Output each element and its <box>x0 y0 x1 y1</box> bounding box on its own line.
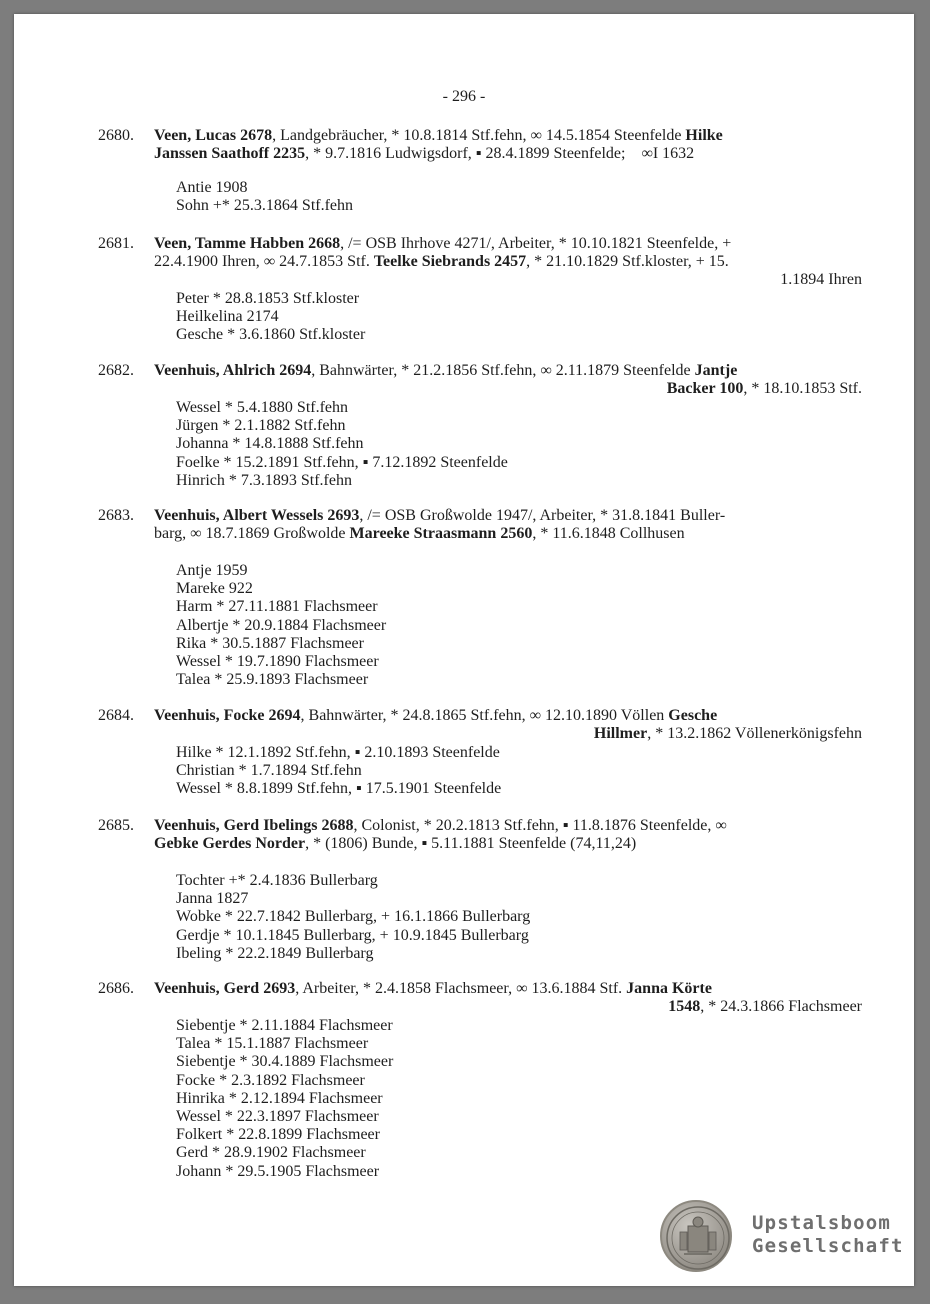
child-item: Tochter +* 2.4.1836 Bullerbarg <box>176 872 378 889</box>
entry-text <box>154 127 862 163</box>
child-item: Gerd * 28.9.1902 Flachsmeer <box>176 1144 366 1162</box>
entry-text <box>154 817 862 853</box>
entry-line: Veenhuis, Gerd Ibelings 2688, Colonist, * 20.2.1813 Stf.fehn, ▪ 11.8.1876 Steenfelde, ∞ <box>154 817 727 834</box>
child-item: Talea * 25.9.1893 Flachsmeer <box>176 671 369 689</box>
entry-text <box>154 507 862 543</box>
child-item: Janna 1827 <box>176 890 249 908</box>
entry-line: Hillmer, * 13.2.1862 Völlenerkönigsfehn <box>593 725 862 743</box>
child-item: Gesche * 3.6.1860 Stf.kloster <box>176 326 366 344</box>
logo-line-1: Upstalsboom <box>752 1212 892 1234</box>
entry-line: barg, ∞ 18.7.1869 Großwolde Mareeke Straasmann 2560, * 11.6.1848 Collhusen <box>154 525 685 543</box>
child-item: Sohn +* 25.3.1864 Stf.fehn <box>176 197 354 215</box>
entry-line: Gebke Gerdes Norder, * (1806) Bunde, ▪ 5.11.1881 Steenfelde (74,11,24) <box>154 835 637 853</box>
child-item: Hilke * 12.1.1892 Stf.fehn, ▪ 2.10.1893 Steenfelde <box>176 744 500 761</box>
children-list <box>176 1017 776 1181</box>
child-item: Jürgen * 2.1.1882 Stf.fehn <box>176 417 346 435</box>
entry-line: Veenhuis, Focke 2694, Bahnwärter, * 24.8.1865 Stf.fehn, ∞ 12.10.1890 Völlen Gesche <box>154 707 718 724</box>
entry-number: 2686. <box>98 980 134 997</box>
child-item: Wessel * 5.4.1880 Stf.fehn <box>176 399 349 416</box>
entry-line: 1548, * 24.3.1866 Flachsmeer <box>668 998 862 1016</box>
entry-number: 2682. <box>98 362 134 379</box>
seal-emblem-icon <box>660 1200 732 1272</box>
entry-line: Veenhuis, Gerd 2693, Arbeiter, * 2.4.1858 Flachsmeer, ∞ 13.6.1884 Stf. Janna Körte <box>154 980 712 997</box>
logo-line-2: Gesellschaft <box>752 1235 904 1257</box>
child-item: Antie 1908 <box>176 179 248 196</box>
entry-line: Janssen Saathoff 2235, * 9.7.1816 Ludwigsdorf, ▪ 28.4.1899 Steenfelde; ∞I 1632 <box>154 145 695 163</box>
children-list <box>176 399 776 490</box>
children-list <box>176 290 776 345</box>
entry-text <box>154 235 862 290</box>
entry-line: 22.4.1900 Ihren, ∞ 24.7.1853 Stf. Teelke Siebrands 2457, * 21.10.1829 Stf.kloster, + 15. <box>154 253 729 271</box>
entry-line: 1.1894 Ihren <box>780 271 862 289</box>
child-item: Christian * 1.7.1894 Stf.fehn <box>176 762 362 780</box>
entry-line: Veenhuis, Albert Wessels 2693, /= OSB Großwolde 1947/, Arbeiter, * 31.8.1841 Buller- <box>154 507 726 524</box>
entry-line: Veen, Tamme Habben 2668, /= OSB Ihrhove 4271/, Arbeiter, * 10.10.1821 Steenfelde, + <box>154 235 732 252</box>
child-item: Siebentje * 2.11.1884 Flachsmeer <box>176 1017 393 1034</box>
children-list <box>176 562 776 689</box>
entry-number: 2684. <box>98 707 134 724</box>
child-item: Wobke * 22.7.1842 Bullerbarg, + 16.1.1866 Bullerbarg <box>176 908 531 926</box>
child-item: Johann * 29.5.1905 Flachsmeer <box>176 1162 380 1180</box>
child-item: Wessel * 22.3.1897 Flachsmeer <box>176 1108 379 1126</box>
children-list <box>176 179 776 215</box>
child-item: Heilkelina 2174 <box>176 308 279 326</box>
entry-number: 2683. <box>98 507 134 524</box>
child-item: Talea * 15.1.1887 Flachsmeer <box>176 1035 369 1053</box>
entry-line: Backer 100, * 18.10.1853 Stf. <box>666 380 862 398</box>
entry-text <box>154 980 862 1016</box>
child-item: Hinrich * 7.3.1893 Stf.fehn <box>176 471 352 489</box>
children-list <box>176 744 776 799</box>
child-item: Johanna * 14.8.1888 Stf.fehn <box>176 435 364 453</box>
logo-text <box>752 1212 904 1258</box>
child-item: Ibeling * 22.2.1849 Bullerbarg <box>176 944 374 962</box>
entry-line: Veenhuis, Ahlrich 2694, Bahnwärter, * 21.2.1856 Stf.fehn, ∞ 2.11.1879 Steenfelde Jantje <box>154 362 738 379</box>
entry-number: 2680. <box>98 127 134 144</box>
child-item: Harm * 27.11.1881 Flachsmeer <box>176 598 378 616</box>
entry-number: 2685. <box>98 817 134 834</box>
entry-number: 2681. <box>98 235 134 252</box>
entry-text <box>154 707 862 743</box>
society-logo <box>660 1200 910 1280</box>
child-item: Peter * 28.8.1853 Stf.kloster <box>176 290 360 307</box>
child-item: Hinrika * 2.12.1894 Flachsmeer <box>176 1089 383 1107</box>
child-item: Siebentje * 30.4.1889 Flachsmeer <box>176 1053 394 1071</box>
page-number: - 296 - <box>442 88 486 105</box>
child-item: Focke * 2.3.1892 Flachsmeer <box>176 1071 365 1089</box>
child-item: Wessel * 8.8.1899 Stf.fehn, ▪ 17.5.1901 Steenfelde <box>176 780 502 798</box>
child-item: Albertje * 20.9.1884 Flachsmeer <box>176 616 387 634</box>
child-item: Wessel * 19.7.1890 Flachsmeer <box>176 653 379 671</box>
child-item: Foelke * 15.2.1891 Stf.fehn, ▪ 7.12.1892 Steenfelde <box>176 453 508 471</box>
child-item: Mareke 922 <box>176 580 253 598</box>
child-item: Folkert * 22.8.1899 Flachsmeer <box>176 1126 380 1144</box>
child-item: Gerdje * 10.1.1845 Bullerbarg, + 10.9.1845 Bullerbarg <box>176 926 529 944</box>
child-item: Antje 1959 <box>176 562 248 579</box>
child-item: Rika * 30.5.1887 Flachsmeer <box>176 634 364 652</box>
entry-line: Veen, Lucas 2678, Landgebräucher, * 10.8.1814 Stf.fehn, ∞ 14.5.1854 Steenfelde Hilke <box>154 127 723 144</box>
document-page <box>14 14 914 1286</box>
children-list <box>176 872 776 963</box>
entry-text <box>154 362 862 398</box>
